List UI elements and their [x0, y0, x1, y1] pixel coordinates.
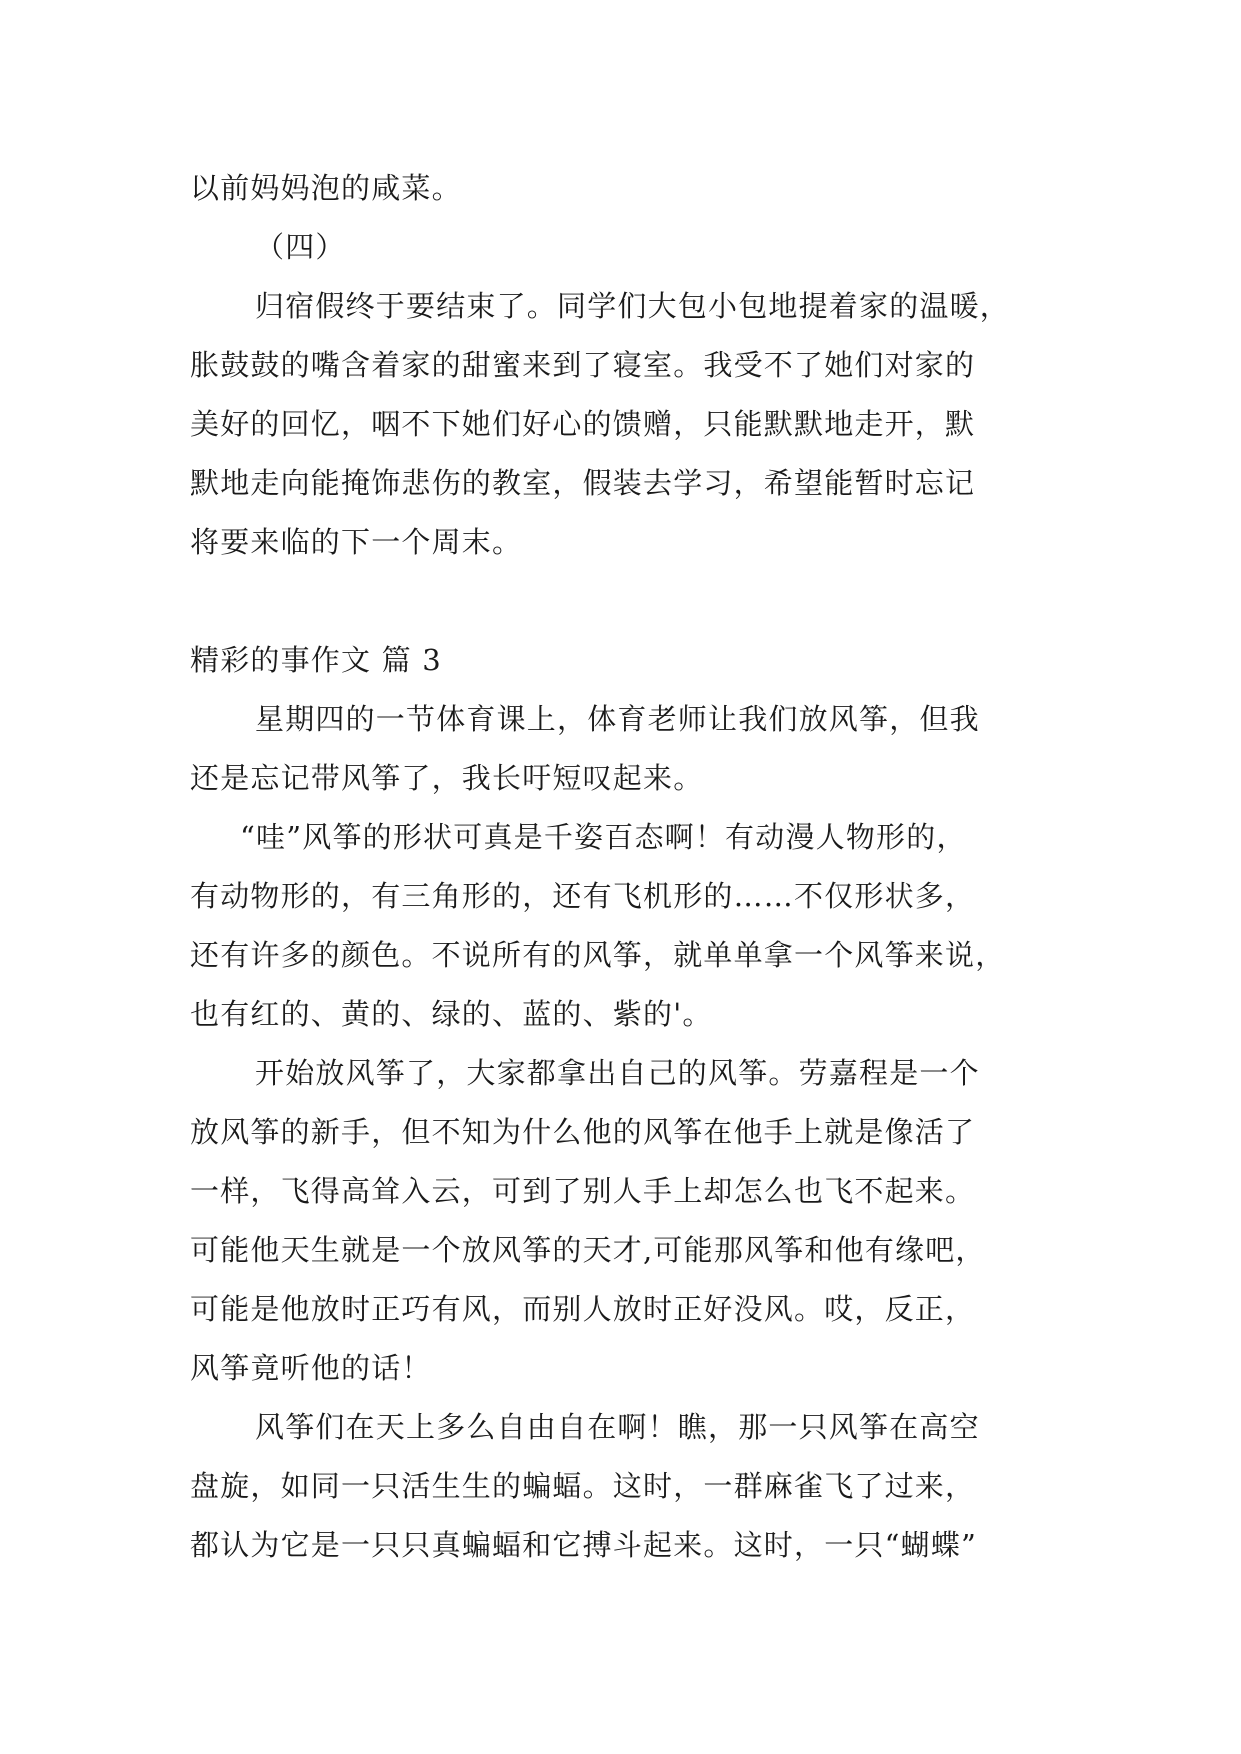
text-line: 一样，飞得高耸入云，可到了别人手上却怎么也飞不起来。 [190, 1174, 976, 1208]
text-line: 盘旋，如同一只活生生的蝙蝠。这时，一群麻雀飞了过来， [190, 1469, 976, 1503]
text-line: 将要来临的下一个周末。 [190, 525, 523, 559]
text-line: 有动物形的，有三角形的，还有飞机形的……不仅形状多， [190, 879, 976, 913]
text-line: 放风筝的新手，但不知为什么他的风筝在他手上就是像活了 [190, 1115, 976, 1149]
paragraph-start: “哇”风筝的形状可真是千姿百态啊！有动漫人物形的， [240, 820, 967, 854]
text-line: 以前妈妈泡的咸菜。 [190, 171, 462, 205]
text-line: 都认为它是一只只真蝙蝠和它搏斗起来。这时，一只“蝴蝶” [190, 1528, 978, 1562]
text-line: 还是忘记带风筝了，我长吁短叹起来。 [190, 761, 704, 795]
text-line: 美好的回忆，咽不下她们好心的馈赠，只能默默地走开，默 [190, 407, 976, 441]
text-line: 可能是他放时正巧有风，而别人放时正好没风。哎，反正， [190, 1292, 976, 1326]
paragraph-start: 风筝们在天上多么自由自在啊！瞧，那一只风筝在高空 [255, 1410, 980, 1444]
text-line: 风筝竟听他的话！ [190, 1351, 432, 1385]
paragraph-start: 开始放风筝了，大家都拿出自己的风筝。劳嘉程是一个 [255, 1056, 980, 1090]
paragraph-start: 归宿假终于要结束了。同学们大包小包地提着家的温暖， [255, 289, 1011, 323]
text-line: 可能他天生就是一个放风筝的天才,可能那风筝和他有缘吧， [190, 1233, 986, 1267]
text-line: 默地走向能掩饰悲伤的教室，假装去学习，希望能暂时忘记 [190, 466, 976, 500]
essay-title: 精彩的事作文 篇 3 [190, 643, 442, 677]
section-number: （四） [255, 230, 346, 264]
text-line: 胀鼓鼓的嘴含着家的甜蜜来到了寝室。我受不了她们对家的 [190, 348, 976, 382]
paragraph-start: 星期四的一节体育课上，体育老师让我们放风筝，但我 [255, 702, 980, 736]
text-line: 也有红的、黄的、绿的、蓝的、紫的'。 [190, 997, 713, 1031]
text-line: 还有许多的颜色。不说所有的风筝，就单单拿一个风筝来说， [190, 938, 1006, 972]
